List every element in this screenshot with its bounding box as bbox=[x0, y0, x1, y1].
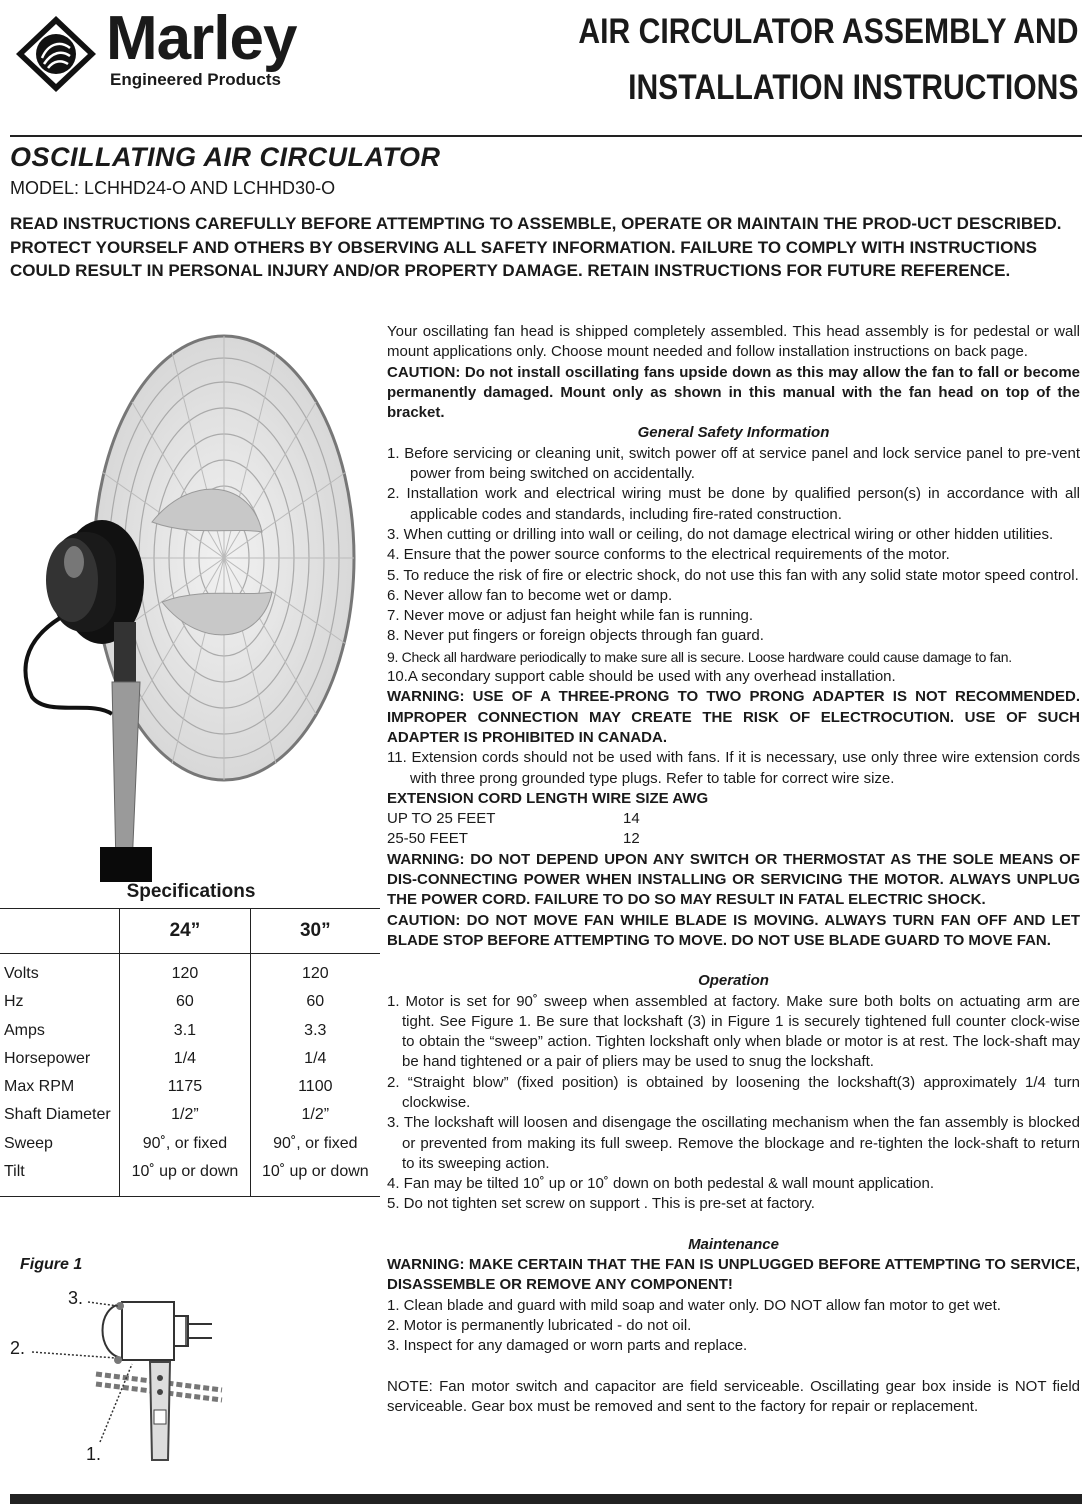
extension-awg: 12 bbox=[623, 830, 640, 848]
intro-paragraph: Your oscillating fan head is shipped completely assembled. This head assembly is for pedestal or wall mount applications only. Choose mount needed and follow installation instructions on back page. bbox=[387, 323, 1080, 361]
spec-24-tilt: 10˚ up or down bbox=[131, 1163, 239, 1181]
spec-30-max-rpm: 1100 bbox=[298, 1078, 333, 1096]
maintenance-heading: Maintenance bbox=[688, 1235, 779, 1253]
operation-item-5: 5. Do not tighten set screw on support . This is pre-set at factory. bbox=[387, 1195, 815, 1213]
specifications-body-row bbox=[0, 954, 380, 1197]
operation-item-2: 2. “Straight blow” (fixed position) is obtained by loosening the lockshaft(3) approximately 1/4 turn clockwise. bbox=[387, 1073, 1080, 1111]
spec-label-amps: Amps bbox=[4, 1021, 45, 1039]
spec-30-hz: 60 bbox=[306, 993, 325, 1011]
product-title: OSCILLATING AIR CIRCULATOR bbox=[10, 142, 441, 172]
brand-name: Marley bbox=[106, 4, 297, 73]
extension-cord-heading: EXTENSION CORD LENGTH WIRE SIZE AWG bbox=[387, 789, 709, 807]
general-item-8: 8. Never put fingers or foreign objects through fan guard. bbox=[387, 627, 764, 645]
maintenance-item-3: 3. Inspect for any damaged or worn parts and replace. bbox=[387, 1337, 748, 1355]
maintenance-item-2: 2. Motor is permanently lubricated - do not oil. bbox=[387, 1316, 692, 1334]
adapter-warning: WARNING: USE OF A THREE-PRONG TO TWO PRONG ADAPTER IS NOT RECOMMENDED. IMPROPER CONNECTION MAY CREATE THE RISK OF ELECTROCUTION. USE OF SUCH ADAPTER IS PROHIBITED IN CANADA. bbox=[387, 688, 1080, 746]
switch-warning: WARNING: DO NOT DEPEND UPON ANY SWITCH OR THERMOSTAT AS THE SOLE MEANS OF DIS-CONNECTING POWER WHEN INSTALLING OR SERVICING THE MOTOR. ALWAYS UNPLUG THE POWER CORD. FAILURE TO DO SO MAY RESULT IN FATAL ELECTRIC SHOCK. bbox=[387, 850, 1080, 909]
spacer bbox=[387, 951, 1080, 971]
specifications-col-24 bbox=[120, 954, 250, 1197]
spec-label-tilt: Tilt bbox=[4, 1163, 25, 1181]
figure-1-label: Figure 1 bbox=[20, 1256, 83, 1273]
specifications-header-row bbox=[0, 909, 380, 954]
brand-subtitle: Engineered Products bbox=[110, 70, 281, 89]
specifications-title: Specifications bbox=[126, 881, 256, 902]
specifications-header-30: 30” bbox=[250, 909, 380, 954]
general-item-9: 9. Check all hardware periodically to make sure all is secure. Loose hardware could cause damage to fan. bbox=[387, 648, 1012, 665]
instructions-body bbox=[387, 322, 1080, 1417]
spec-30-tilt: 10˚ up or down bbox=[261, 1163, 369, 1181]
operation-item-3: 3. The lockshaft will loosen and disengage the oscillating mechanism when the fan assembly is blocked or prevented from making its full sweep. Remove the blockage and re-tighten the lock-shaft to return to its sweeping action. bbox=[387, 1114, 1080, 1172]
specifications-table bbox=[0, 908, 380, 1197]
title-line-1: AIR CIRCULATOR ASSEMBLY AND bbox=[577, 12, 1078, 51]
spec-24-horsepower: 1/4 bbox=[173, 1049, 197, 1067]
callout-1: 1. bbox=[86, 1444, 102, 1464]
specifications-labels bbox=[0, 954, 120, 1197]
spec-label-max-rpm: Max RPM bbox=[4, 1078, 75, 1096]
spec-label-sweep: Sweep bbox=[4, 1134, 53, 1152]
spec-24-shaft-diameter: 1/2” bbox=[171, 1106, 199, 1124]
spec-label-volts: Volts bbox=[4, 965, 39, 982]
general-item-11: 11. Extension cords should not be used with fans. If it is necessary, use only three wire extension cords with three prong grounded type plugs. Refer to table for correct wire size. bbox=[387, 749, 1080, 787]
spec-24-hz: 60 bbox=[176, 993, 194, 1011]
spec-24-amps: 3.1 bbox=[173, 1021, 197, 1039]
callout-3: 3. bbox=[68, 1288, 84, 1308]
spec-label-hz: Hz bbox=[4, 993, 24, 1011]
extension-length: UP TO 25 FEET bbox=[387, 810, 496, 828]
upside-down-caution: CAUTION: Do not install oscillating fans upside down as this may allow the fan to fall or become permanently damaged. Mount only as shown in this manual with the fan head on top of the bracket. bbox=[387, 363, 1080, 422]
general-item-5: 5. To reduce the risk of fire or electric shock, do not use this fan with any solid state motor speed control. bbox=[387, 566, 1079, 584]
extension-cord-row bbox=[387, 809, 1080, 829]
general-item-1: 1. Before servicing or cleaning unit, switch power off at service panel and lock service panel to pre-vent power from being switched on accidentally. bbox=[387, 444, 1080, 483]
spec-30-sweep: 90˚, or fixed bbox=[273, 1134, 358, 1152]
header-divider bbox=[10, 135, 1082, 137]
spec-30-shaft-diameter: 1/2” bbox=[301, 1106, 330, 1124]
moving-blade-caution: CAUTION: DO NOT MOVE FAN WHILE BLADE IS MOVING. ALWAYS TURN FAN OFF AND LET BLADE STOP BEFORE ATTEMPTING TO MOVE. DO NOT USE BLADE GUARD TO MOVE FAN. bbox=[387, 911, 1080, 949]
operation-item-1: 1. Motor is set for 90˚ sweep when assembled at factory. Make sure both bolts on actuating arm are tight. See Figure 1. Be sure that lockshaft (3) in Figure 1 is securely tightened full counter clock-wise to obtain the “sweep” action. Tighten lockshaft only when blade or motor is at rest. The lock-shaft may be hand tightened or a pair of pliers may be used to snug the lockshaft. bbox=[387, 992, 1080, 1071]
general-item-7: 7. Never move or adjust fan height while fan is running. bbox=[387, 607, 754, 625]
spec-24-max-rpm: 1175 bbox=[167, 1078, 203, 1096]
extension-cord-row bbox=[387, 829, 1080, 849]
general-item-6: 6. Never allow fan to become wet or damp. bbox=[387, 586, 673, 604]
operation-heading: Operation bbox=[698, 972, 769, 990]
marley-logo bbox=[14, 4, 314, 90]
callout-2: 2. bbox=[10, 1338, 26, 1358]
figure-1-drawing bbox=[0, 1280, 280, 1470]
specifications-header-24: 24” bbox=[120, 909, 250, 954]
general-safety-heading: General Safety Information bbox=[637, 424, 830, 442]
document-title bbox=[578, 4, 1078, 116]
extension-awg: 14 bbox=[623, 810, 640, 828]
fan-illustration bbox=[2, 322, 372, 882]
spec-30-horsepower: 1/4 bbox=[304, 1049, 327, 1067]
serviceable-note: NOTE: Fan motor switch and capacitor are field serviceable. Oscillating gear box inside is NOT field serviceable. Gear box must be removed and sent to the factory for repair or replacement. bbox=[387, 1377, 1080, 1415]
general-item-4: 4. Ensure that the power source conforms to the electrical requirements of the motor. bbox=[387, 546, 950, 564]
general-item-2: 2. Installation work and electrical wiring must be done by qualified person(s) in accordance with all applicable codes and standards, including fire-rated construction. bbox=[387, 485, 1080, 523]
spec-label-horsepower: Horsepower bbox=[4, 1049, 91, 1067]
spacer bbox=[387, 1357, 1080, 1377]
footer-bar bbox=[10, 1494, 1082, 1504]
read-instructions-notice: READ INSTRUCTIONS CAREFULLY BEFORE ATTEMPTING TO ASSEMBLE, OPERATE OR MAINTAIN THE PROD-UCT DESCRIBED. PROTECT YOURSELF AND OTHERS BY OBSERVING ALL SAFETY INFORMATION. FAILURE TO COMPLY WITH INSTRUCTIONS COULD RESULT IN PERSONAL INJURY AND/OR PROPERTY DAMAGE. RETAIN INSTRUCTIONS FOR FUTURE REFERENCE. bbox=[10, 214, 1062, 280]
specifications-col-30 bbox=[250, 954, 380, 1197]
maintenance-item-1: 1. Clean blade and guard with mild soap and water only. DO NOT allow fan motor to get wet. bbox=[387, 1296, 1001, 1314]
spec-24-sweep: 90˚, or fixed bbox=[142, 1134, 228, 1152]
specifications-header-blank bbox=[0, 909, 120, 954]
spacer bbox=[387, 1215, 1080, 1235]
extension-length: 25-50 FEET bbox=[387, 830, 468, 848]
figure-1 bbox=[0, 1280, 280, 1470]
marley-logo-icon bbox=[14, 14, 98, 94]
spec-label-shaft-diameter: Shaft Diameter bbox=[4, 1106, 111, 1124]
general-item-3: 3. When cutting or drilling into wall or ceiling, do not damage electrical wiring or other hidden utilities. bbox=[387, 525, 1054, 543]
maintenance-warning: WARNING: MAKE CERTAIN THAT THE FAN IS UNPLUGGED BEFORE ATTEMPTING TO SERVICE, DISASSEMBLE OR REMOVE ANY COMPONENT! bbox=[387, 1256, 1080, 1294]
title-line-2: INSTALLATION INSTRUCTIONS bbox=[627, 68, 1078, 107]
operation-item-4: 4. Fan may be tilted 10˚ up or 10˚ down on both pedestal & wall mount application. bbox=[387, 1175, 934, 1193]
spec-24-volts: 120 bbox=[171, 965, 199, 982]
general-item-10: 10.A secondary support cable should be used with any overhead installation. bbox=[387, 668, 896, 686]
model-number: MODEL: LCHHD24-O AND LCHHD30-O bbox=[10, 178, 336, 198]
spec-30-amps: 3.3 bbox=[304, 1021, 327, 1039]
spec-30-volts: 120 bbox=[301, 965, 329, 982]
